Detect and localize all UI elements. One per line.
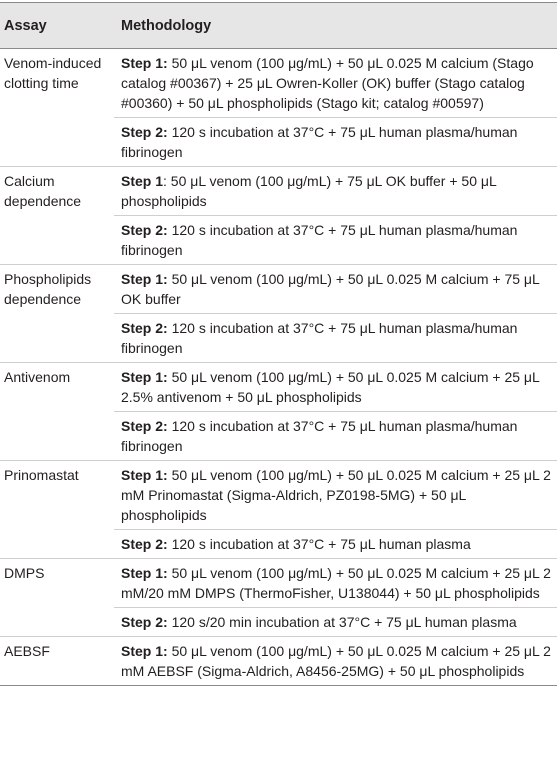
- step-text: [114, 559, 557, 607]
- step-description: 50 μL venom (100 μg/mL) + 50 μL 0.025 M calcium + 25 μL 2.5% antivenom + 50 μL phospholipids: [121, 369, 540, 405]
- step-text: [114, 637, 557, 685]
- step-text: [114, 461, 557, 529]
- step-description: 50 μL venom (100 μg/mL) + 50 μL 0.025 M calcium + 25 μL 2 mM AEBSF (Sigma-Aldrich, A8456-25MG) + 50 μL phospholipids: [121, 643, 551, 679]
- assay-cell: AEBSF: [4, 643, 50, 659]
- table-row: [0, 461, 557, 559]
- table-row: [0, 363, 557, 461]
- table-row: [0, 49, 557, 167]
- step-label: Step 2:: [121, 222, 168, 238]
- header-methodology: Methodology: [121, 17, 212, 34]
- step-label: Step 2:: [121, 614, 168, 630]
- step-text: [114, 607, 557, 636]
- methodology-cell: [114, 461, 557, 558]
- methodology-cell: [114, 637, 557, 685]
- step-label: Step 1: [121, 173, 164, 189]
- step-label: Step 1:: [121, 565, 168, 581]
- step-text: [114, 49, 557, 117]
- step-text: [114, 313, 557, 362]
- table-row: [0, 559, 557, 637]
- methodology-cell: [114, 49, 557, 166]
- step-label: Step 2:: [121, 536, 168, 552]
- step-description: : 50 μL venom (100 μg/mL) + 75 μL OK buffer + 50 μL phospholipids: [121, 173, 497, 209]
- methodology-cell: [114, 559, 557, 636]
- step-text: [114, 215, 557, 264]
- table-body: [0, 49, 557, 685]
- assay-cell: Calcium dependence: [4, 173, 82, 209]
- step-label: Step 1:: [121, 271, 168, 287]
- step-description: 50 μL venom (100 μg/mL) + 50 μL 0.025 M calcium + 25 μL 2 mM/20 mM DMPS (ThermoFisher, U138044) + 50 μL phospholipids: [121, 565, 551, 601]
- step-label: Step 1:: [121, 55, 168, 71]
- table-row: [0, 265, 557, 363]
- step-description: 50 μL venom (100 μg/mL) + 50 μL 0.025 M calcium + 25 μL 2 mM Prinomastat (Sigma-Aldrich, PZ0198-5MG) + 50 μL phospholipids: [121, 467, 551, 523]
- step-text: [114, 411, 557, 460]
- step-text: [114, 117, 557, 166]
- step-description: 120 s incubation at 37°C + 75 μL human plasma/human fibrinogen: [121, 320, 518, 356]
- step-label: Step 2:: [121, 320, 168, 336]
- step-label: Step 1:: [121, 643, 168, 659]
- step-text: [114, 529, 557, 558]
- table-row: [0, 637, 557, 685]
- step-label: Step 2:: [121, 124, 168, 140]
- step-description: 120 s incubation at 37°C + 75 μL human plasma/human fibrinogen: [121, 124, 518, 160]
- assay-cell: Antivenom: [4, 369, 71, 385]
- step-description: 120 s incubation at 37°C + 75 μL human plasma: [167, 536, 471, 552]
- step-label: Step 2:: [121, 418, 168, 434]
- step-description: 50 μL venom (100 μg/mL) + 50 μL 0.025 M calcium (Stago catalog #00367) + 25 μL Owren-Koller (OK) buffer (Stago catalog #00360) + 50 μL phospholipids (Stago kit; catalog #00597): [121, 55, 534, 111]
- step-label: Step 1:: [121, 467, 168, 483]
- step-description: 120 s/20 min incubation at 37°C + 75 μL human plasma: [167, 614, 517, 630]
- table-row: [0, 167, 557, 265]
- step-text: [114, 363, 557, 411]
- assay-cell: DMPS: [4, 565, 45, 581]
- step-label: Step 1:: [121, 369, 168, 385]
- assay-cell: Venom-induced clotting time: [4, 55, 102, 91]
- step-description: 50 μL venom (100 μg/mL) + 50 μL 0.025 M calcium + 75 μL OK buffer: [121, 271, 540, 307]
- assay-cell: Prinomastat: [4, 467, 79, 483]
- methodology-cell: [114, 363, 557, 460]
- table-header: [0, 3, 557, 49]
- step-description: 120 s incubation at 37°C + 75 μL human plasma/human fibrinogen: [121, 222, 518, 258]
- step-text: [114, 265, 557, 313]
- methodology-cell: [114, 167, 557, 264]
- step-text: [114, 167, 557, 215]
- header-assay: Assay: [4, 17, 47, 34]
- step-description: 120 s incubation at 37°C + 75 μL human plasma/human fibrinogen: [121, 418, 518, 454]
- methodology-table: [0, 2, 557, 686]
- methodology-cell: [114, 265, 557, 362]
- assay-cell: Phospholipids dependence: [4, 271, 92, 307]
